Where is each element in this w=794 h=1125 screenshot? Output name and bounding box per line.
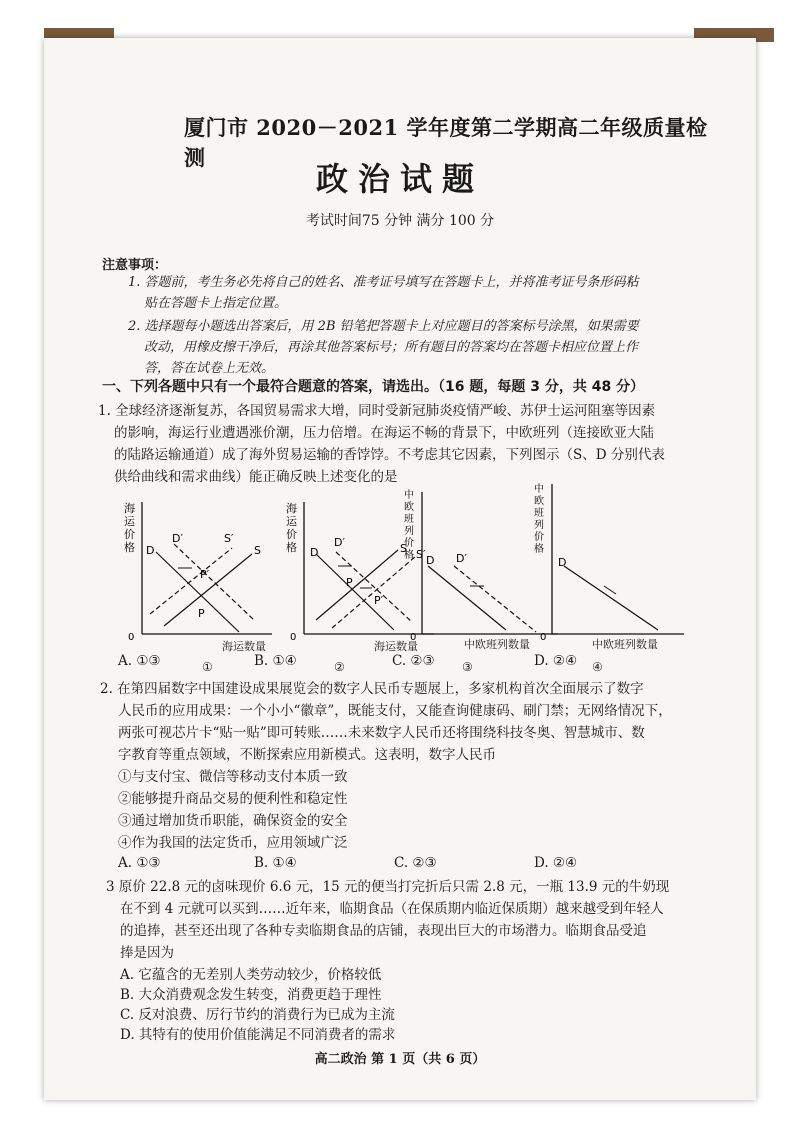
graph-ylabel: 价 xyxy=(404,538,414,549)
q2-statement-1: ①与支付宝、微信等移动支付本质一致 xyxy=(118,769,348,785)
graph-4 xyxy=(528,478,688,644)
curve-label-d: D xyxy=(558,556,567,569)
exam-time-score: 考试时间75 分钟 满分 100 分 xyxy=(305,213,495,229)
exam-header-title: 厦门市 2020－2021 学年度第二学期高二年级质量检测 xyxy=(184,115,708,170)
q3-option-d[interactable]: D. 其特有的使用价值能满足不同消费者的需求 xyxy=(120,1027,396,1043)
graph-ylabel: 价 xyxy=(124,528,135,541)
curve-label-s-prime: S′ xyxy=(224,532,234,545)
point-label-p-prime: P′ xyxy=(374,594,384,607)
q3-line-3: 的追捧，甚至还出现了各种专卖临期食品的店铺，表现出巨大的市场潜力。临期食品受追 xyxy=(120,923,647,939)
q2-statement-4: ④作为我国的法定货币，应用领域广泛 xyxy=(118,835,348,851)
subject-title: 政治试题 xyxy=(315,160,484,198)
curve-label-d: D xyxy=(426,554,435,567)
q1-line-4: 供给曲线和需求曲线）能正确反映上述变化的是 xyxy=(114,469,398,485)
q1-option-c[interactable]: C. ②③ xyxy=(392,653,435,669)
q2-statement-2: ②能够提升商品交易的便利性和稳定性 xyxy=(118,791,348,807)
curve-label-d: D xyxy=(146,544,155,557)
notice-item-2-line-3: 答，答在试卷上无效。 xyxy=(144,361,275,376)
q2-line-1: 2. 在第四届数字中国建设成果展览会的数字人民币专题展上，多家机构首次全面展示了数字 xyxy=(100,681,644,697)
graph-ylabel: 海 xyxy=(124,502,135,515)
origin-label: 0 xyxy=(540,632,547,643)
graph-ylabel: 欧 xyxy=(404,502,414,513)
curve-label-s-prime: S′ xyxy=(416,548,426,561)
graph-ylabel: 中 xyxy=(404,490,414,501)
graph-ylabel: 列 xyxy=(534,520,544,531)
point-label-p-prime: P′ xyxy=(200,568,210,581)
graph-4-xlabel: 中欧班列数量 xyxy=(592,638,658,651)
q1-line-3: 的陆路运输通道）成了海外贸易运输的香饽饽。不考虑其它因素，下列图示（S、D 分别代表 xyxy=(114,447,665,463)
page-footer: 高二政治 第 1 页（共 6 页） xyxy=(314,1052,486,1067)
curve-label-s: S xyxy=(254,544,261,557)
q2-line-3: 两张可视芯片卡“贴一贴”即可转账……未来数字人民币还将围绕科技冬奥、智慧城市、数 xyxy=(118,725,645,741)
notice-item-2-line-1: 2. 选择题每小题选出答案后，用 2B 铅笔把答题卡上对应题目的答案标号涂黑，如果需要 xyxy=(128,319,639,334)
origin-label: 0 xyxy=(410,632,417,643)
graph-ylabel: 海 xyxy=(286,502,297,515)
graph-ylabel: 列 xyxy=(404,526,414,537)
q2-option-d[interactable]: D. ②④ xyxy=(534,855,578,871)
q3-line-2: 在不到 4 元就可以买到……近年来，临期食品（在保质期内临近保质期）越来越受到年轻人 xyxy=(120,901,664,917)
q1-line-1: 1. 全球经济逐渐复苏，各国贸易需求大增，同时受新冠肺炎疫情严峻、苏伊士运河阻塞等因素 xyxy=(98,403,656,419)
point-label-p: P xyxy=(198,607,205,620)
graph-1-number: ① xyxy=(202,660,213,674)
graph-3-xlabel: 中欧班列数量 xyxy=(464,638,530,651)
q3-option-c[interactable]: C. 反对浪费、厉行节约的消费行为已成为主流 xyxy=(120,1007,395,1023)
graph-4-number: ④ xyxy=(592,660,603,674)
graph-2-xlabel: 海运数量 xyxy=(374,640,418,653)
origin-label: 0 xyxy=(128,632,135,643)
q2-line-2: 人民币的应用成果：一个小小“徽章”，既能支付，又能查询健康码、刷门禁；无网络情况下， xyxy=(118,703,672,719)
graph-ylabel: 运 xyxy=(286,515,297,528)
demand-curve-d-prime xyxy=(454,566,536,632)
graph-ylabel: 班 xyxy=(534,508,544,519)
curve-label-d: D xyxy=(310,546,319,559)
q3-line-1: 3 原价 22.8 元的卤味现价 6.6 元，15 元的便当打完折后只需 2.8 元，一瓶 13.9 元的牛奶现 xyxy=(106,879,670,895)
notice-item-1-line-2: 贴在答题卡上指定位置。 xyxy=(144,296,288,311)
graph-ylabel: 中 xyxy=(534,484,544,495)
graph-ylabel: 格 xyxy=(286,541,297,554)
supply-curve-s xyxy=(316,550,398,620)
q2-statement-3: ③通过增加货币职能，确保资金的安全 xyxy=(118,813,348,829)
curve-label-s: S xyxy=(400,542,407,555)
q1-option-b[interactable]: B. ①④ xyxy=(254,653,297,669)
graph-ylabel: 格 xyxy=(124,541,135,554)
graph-ylabel: 欧 xyxy=(534,496,544,507)
demand-curve-d xyxy=(564,566,658,630)
graph-ylabel: 价 xyxy=(286,528,297,541)
notice-item-2-line-2: 改动，用橡皮擦干净后，再涂其他答案标号；所有题目的答案均在答题卡相应位置上作 xyxy=(144,340,639,355)
q3-option-b[interactable]: B. 大众消费观念发生转变，消费更趋于理性 xyxy=(120,987,382,1003)
graph-3-number: ③ xyxy=(462,660,473,674)
q1-line-2: 的影响，海运行业遭遇涨价潮，压力倍增。在海运不畅的背景下，中欧班列（连接欧亚大陆 xyxy=(114,425,654,441)
curve-label-d-prime: D′ xyxy=(456,552,467,565)
curve-label-d-prime: D′ xyxy=(172,532,183,545)
q3-option-a[interactable]: A. 它蕴含的无差别人类劳动较少，价格较低 xyxy=(120,967,382,983)
q1-option-a[interactable]: A. ①③ xyxy=(118,653,161,669)
demand-curve-d xyxy=(156,552,239,632)
movement-arrow xyxy=(604,586,616,594)
curve-label-d-prime: D′ xyxy=(334,536,345,549)
q3-line-4: 捧是因为 xyxy=(120,945,174,961)
point-label-p: P xyxy=(346,576,353,589)
q2-option-a[interactable]: A. ①③ xyxy=(118,855,161,871)
q2-line-4: 字教育等重点领域，不断探索应用新模式。这表明，数字人民币 xyxy=(118,747,496,763)
exam-paper xyxy=(44,38,756,1100)
graph-ylabel: 格 xyxy=(404,550,414,561)
graph-ylabel: 班 xyxy=(404,514,414,525)
graph-1 xyxy=(114,494,274,644)
notice-heading: 注意事项： xyxy=(102,258,168,273)
q1-option-d[interactable]: D. ②④ xyxy=(534,653,578,669)
q2-option-c[interactable]: C. ②③ xyxy=(394,855,437,871)
graph-1-xlabel: 海运数量 xyxy=(222,640,266,653)
graph-ylabel: 运 xyxy=(124,515,135,528)
graph-2-number: ② xyxy=(334,660,345,674)
q2-option-b[interactable]: B. ①④ xyxy=(254,855,297,871)
graph-ylabel: 格 xyxy=(534,544,544,555)
section-1-heading: 一、下列各题中只有一个最符合题意的答案，请选出。（16 题，每题 3 分，共 48 分） xyxy=(102,379,645,395)
demand-curve-d xyxy=(316,554,394,630)
notice-item-1-line-1: 1. 答题前，考生务必先将自己的姓名、准考证号填写在答题卡上，并将准考证号条形码粘 xyxy=(128,275,639,290)
graph-ylabel: 价 xyxy=(534,532,544,543)
origin-label: 0 xyxy=(290,632,297,643)
supply-curve-s xyxy=(164,554,252,626)
